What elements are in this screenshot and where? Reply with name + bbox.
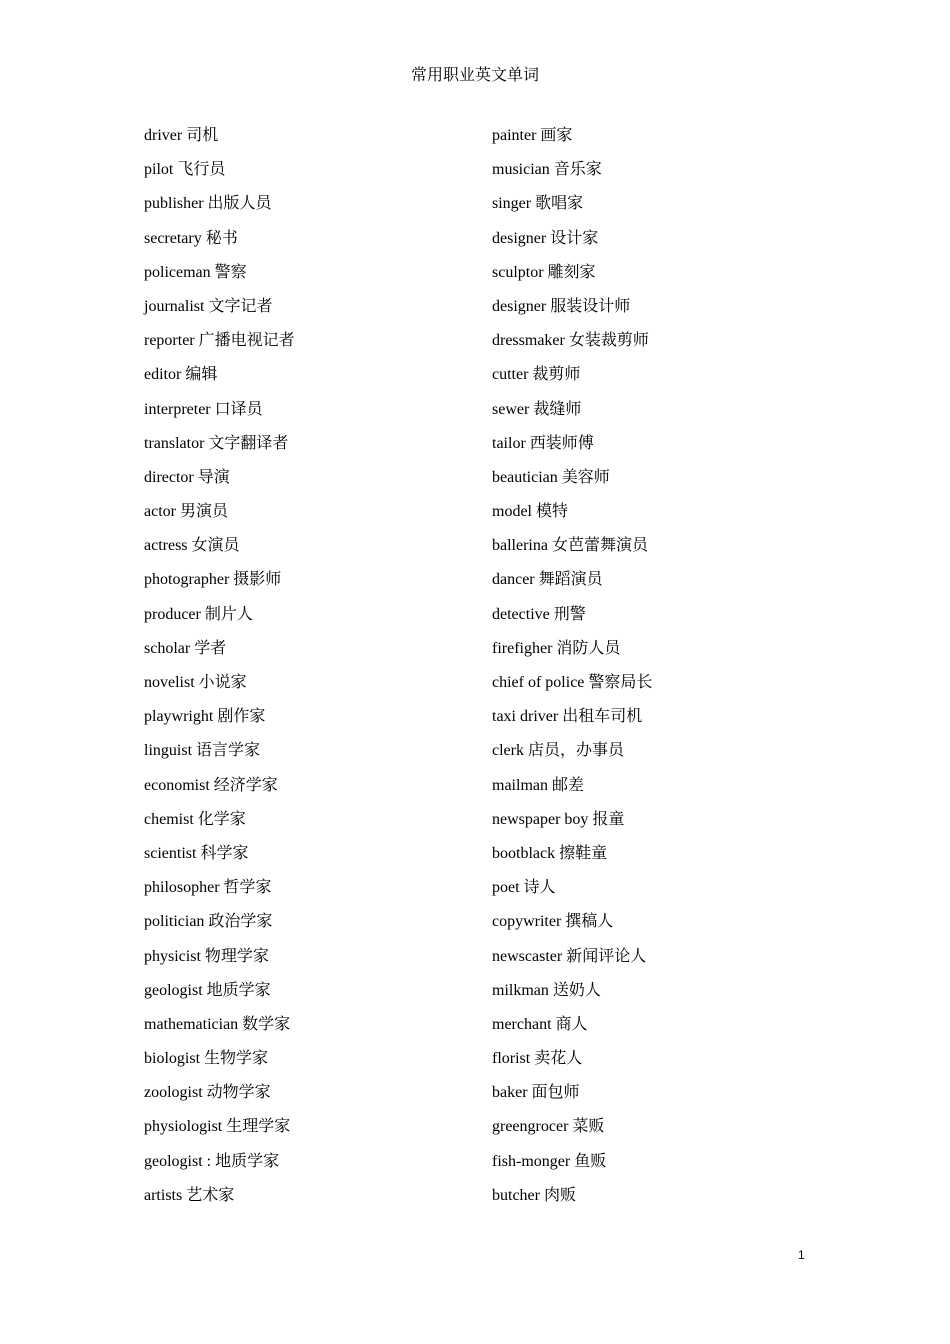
word-entry: publisher 出版人员	[144, 195, 272, 213]
word-entry: fish-monger 鱼贩	[492, 1152, 607, 1170]
word-entry: geologist : 地质学家	[144, 1152, 280, 1170]
word-entry: secretary 秘书	[144, 229, 238, 247]
word-entry: musician 音乐家	[492, 161, 602, 179]
right-word-list	[492, 124, 822, 1218]
word-entry: firefigher 消防人员	[492, 639, 621, 657]
word-entry: pilot 飞行员	[144, 161, 226, 179]
word-entry: baker 面包师	[492, 1084, 580, 1102]
word-entry: mailman 邮差	[492, 776, 584, 794]
word-entry: scientist 科学家	[144, 844, 249, 862]
word-entry: cutter 裁剪师	[492, 366, 581, 384]
word-entry: newscaster 新闻评论人	[492, 947, 647, 965]
word-entry: editor 编辑	[144, 366, 218, 384]
word-entry: photographer 摄影师	[144, 571, 282, 589]
word-entry: journalist 文字记者	[144, 297, 273, 315]
word-entry: chief of police 警察局长	[492, 674, 653, 691]
word-entry: ballerina 女芭蕾舞演员	[492, 537, 648, 555]
word-entry: designer 服装设计师	[492, 297, 631, 315]
word-entry: biologist 生物学家	[144, 1050, 269, 1068]
word-entry: novelist 小说家	[144, 674, 247, 691]
word-entry: economist 经济学家	[144, 776, 278, 794]
word-entry: newspaper boy 报童	[492, 810, 625, 828]
word-entry: translator 文字翻译者	[144, 434, 289, 452]
word-entry: interpreter 口译员	[144, 400, 263, 418]
word-entry: florist 卖花人	[492, 1050, 583, 1068]
word-entry: butcher 肉贩	[492, 1186, 576, 1204]
word-entry: actress 女演员	[144, 537, 240, 555]
word-entry: driver 司机	[144, 127, 219, 144]
page-number: 1	[798, 1248, 805, 1262]
word-entry: producer 制片人	[144, 605, 253, 623]
word-entry: scholar 学者	[144, 639, 227, 657]
word-entry: bootblack 擦鞋童	[492, 844, 608, 862]
word-entry: dancer 舞蹈演员	[492, 571, 603, 589]
word-entry: physiologist 生理学家	[144, 1118, 291, 1136]
word-entry: actor 男演员	[144, 503, 228, 521]
word-entry: milkman 送奶人	[492, 981, 601, 999]
word-entry: poet 诗人	[492, 879, 556, 897]
word-entry: reporter 广播电视记者	[144, 332, 295, 350]
word-entry: linguist 语言学家	[144, 742, 261, 760]
word-entry: artists 艺术家	[144, 1186, 235, 1204]
word-entry: designer 设计家	[492, 229, 599, 247]
word-entry: director 导演	[144, 468, 230, 486]
word-entry: mathematician 数学家	[144, 1015, 291, 1033]
left-word-list	[144, 124, 474, 1218]
word-entry: detective 刑警	[492, 605, 586, 623]
word-entry: painter 画家	[492, 127, 573, 144]
word-entry: clerk 店员，办事员	[492, 742, 624, 760]
word-entry: singer 歌唱家	[492, 195, 584, 213]
word-entry: copywriter 撰稿人	[492, 913, 614, 931]
word-entry: policeman 警察	[144, 263, 247, 281]
word-entry: beautician 美容师	[492, 468, 610, 486]
word-entry: geologist 地质学家	[144, 981, 271, 999]
word-entry: dressmaker 女装裁剪师	[492, 332, 649, 350]
word-entry: greengrocer 菜贩	[492, 1118, 605, 1136]
word-entry: philosopher 哲学家	[144, 879, 272, 897]
page-title: 常用职业英文单词	[410, 67, 539, 84]
word-entry: model 模特	[492, 503, 568, 521]
word-entry: politician 政治学家	[144, 913, 273, 931]
word-entry: playwright 剧作家	[144, 708, 266, 726]
word-entry: zoologist 动物学家	[144, 1084, 271, 1102]
word-entry: physicist 物理学家	[144, 947, 269, 965]
word-entry: merchant 商人	[492, 1015, 588, 1033]
word-entry: sculptor 雕刻家	[492, 263, 596, 281]
word-entry: chemist 化学家	[144, 810, 246, 828]
word-entry: tailor 西装师傅	[492, 434, 594, 452]
word-entry: sewer 裁缝师	[492, 400, 582, 418]
word-entry: taxi driver 出租车司机	[492, 708, 643, 726]
